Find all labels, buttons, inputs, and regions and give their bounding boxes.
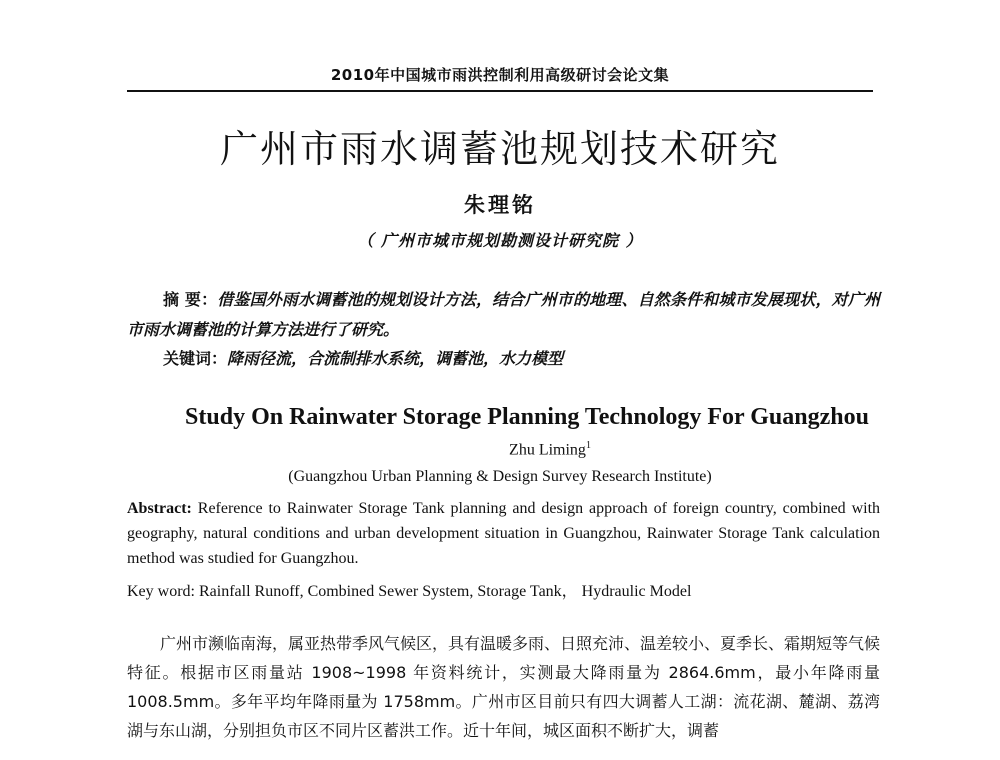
abstract-cn — [127, 285, 880, 345]
keywords-cn-text: 降雨径流，合流制排水系统，调蓄池，水力模型 — [227, 349, 564, 368]
abstract-cn-text: 借鉴国外雨水调蓄池的规划设计方法，结合广州市的地理、自然条件和城市发展现状，对广州市雨水调蓄池的计算方法进行了研究。 — [127, 290, 880, 339]
author-en-footnote-mark: 1 — [585, 440, 591, 451]
author-cn: 朱理铭 — [464, 192, 536, 217]
keywords-en: Key word: Rainfall Runoff, Combined Sewer System, Storage Tank， Hydraulic Model — [127, 583, 692, 600]
affiliation-en: (Guangzhou Urban Planning & Design Survey Research Institute) — [288, 468, 712, 485]
keywords-cn-label: 关键词： — [163, 349, 228, 368]
body-paragraph-1: 广州市濒临南海，属亚热带季风气候区，具有温暖多雨、日照充沛、温差较小、夏季长、霜期短等气候特征。根据市区雨量站 1908~1998 年资料统计，实测最大降雨量为 2864.6mm，最小年降雨量 1008.5mm。多年平均年降雨量为 1758mm。广州市区目前只有四大调蓄人工湖：流花湖、麓湖、荔湾湖与东山湖，分别担负市区不同片区蓄洪工作。近十年间，城区面积不断扩大，调蓄 — [127, 634, 881, 740]
running-head: 2010年中国城市雨洪控制利用高级研讨会论文集 — [330, 66, 670, 84]
abstract-cn-label: 摘 要： — [163, 290, 218, 309]
header-rule — [127, 90, 873, 92]
abstract-en-text: Reference to Rainwater Storage Tank planning and design approach of foreign country, combined with geography, natural conditions and urban development situation in Guangzhou, Rainwater Storage Tank calculation method was studied for Guangzhou. — [127, 500, 881, 567]
abstract-en — [127, 496, 880, 571]
keywords-cn — [163, 347, 880, 371]
abstract-en-label: Abstract: — [127, 500, 192, 517]
author-en-name: Zhu Liming — [509, 441, 586, 459]
author-en — [0, 440, 1000, 459]
paper-title-cn: 广州市雨水调蓄池规划技术研究 — [219, 127, 780, 171]
affiliation-cn: （ 广州市城市规划勘测设计研究院 ） — [357, 231, 643, 250]
paper-title-en: Study On Rainwater Storage Planning Technology For Guangzhou — [185, 404, 869, 430]
